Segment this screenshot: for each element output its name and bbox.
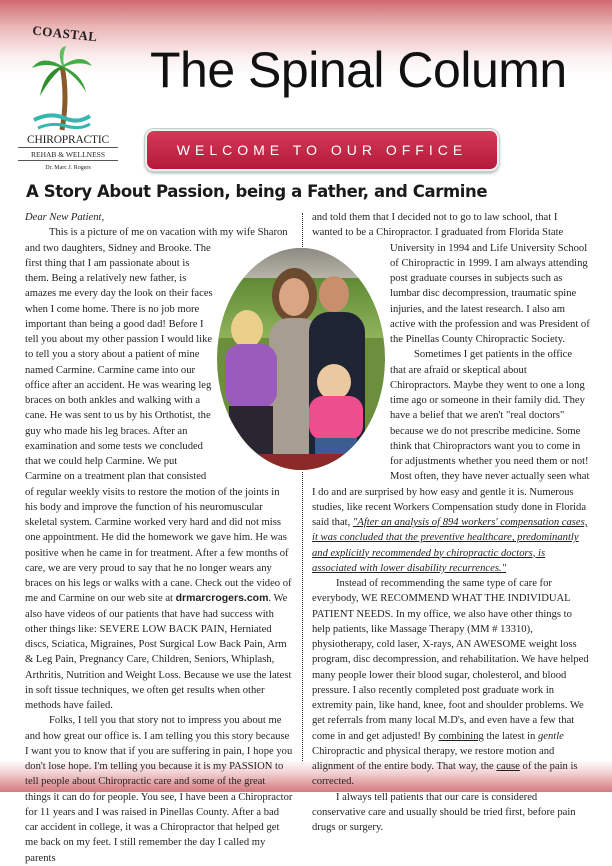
underlined-word: combining bbox=[438, 730, 484, 742]
salutation: Dear New Patient, bbox=[25, 212, 105, 223]
paragraph-text: the latest in bbox=[483, 730, 538, 742]
paragraph: and told them that I decided not to go to law school, that I wanted to be a Chiropractor. I graduated from Florida State University in 1994 and Life University School of Chiropractic in 1999. I am always attending post graduate courses in subjects such as lumbar disc decompression, traumatic spine injuries, and the latest research. I also am active with the profession and was President of the Pinellas County Chiropractic Society. bbox=[312, 212, 590, 345]
paragraph: Folks, I tell you that story not to impress you about me and how great our office is. I am telling you this story because I want you to know that if you are suffering in pain, I hope you don't lose hope. I'm telling you because it is my PASSION to tell people about Chiropractic care and some of the great things it can do for people. You see, I have been a Chiropractor for 11 years and I was raised in Pinellas County. After a bad car accident in college, it was a Chiropractor that helped get me back on my feet. I still remember the day I called my parents bbox=[25, 715, 293, 864]
logo-doctor-name: Dr. Marc J. Rogers bbox=[45, 165, 91, 171]
paragraph: I always tell patients that our care is considered conservative care and usually should be tried first, before pain drugs or surgery. bbox=[312, 791, 576, 833]
underlined-word: cause bbox=[496, 761, 520, 772]
paragraph-text: Chiropractic and physical therapy, we restore motion and alignment of the entire body. That way, the bbox=[312, 745, 555, 772]
paragraph bbox=[312, 576, 590, 790]
article-headline: A Story About Passion, being a Father, and Carmine bbox=[26, 182, 488, 201]
paragraph-text: Instead of recommending the same type of care for everybody, WE RECOMMEND WHAT THE INDIVIDUAL PATIENT NEEDS. In my office, we also have other things to help patients, like Massage Therapy (MM # 13310), physiotherapy, cold laser, X-rays, AN AWESOME weight loss program, disc decompression, and rehabilitation. We have helped many people lower their blood sugar, cholesterol, and blood pressure. I also recently completed post graduate work in extremity pain, like hand, knee, foot and shoulder problems. We get referrals from many local M.D's, and even have a few that come in and get adjusted! By bbox=[312, 578, 589, 742]
palm-tree-icon bbox=[32, 46, 92, 134]
paragraph-text: of the pain is corrected. bbox=[312, 761, 578, 788]
paragraph-text: This is a picture of me on vacation with my wife Sharon and two daughters, Sidney and Brooke. The first thing that I am passionate about is them. Being a relatively new father, is amazes me every day the look on their faces when I come home. There is no job more important than being a good dad! Before I tell you about my other passion I would like to tell you a story about a patient of mine named Carmine. Carmine came into our office after an accident. He was wearing leg braces on both ankles and walking with a cane. He was sent to us by his Orthotist, the guy who made his leg braces. After an examination and some tests we concluded that we could help Carmine. We put Carmine on a treatment plan that consisted of regular weekly visits to restore the motion of the joints in his body and improve the function of his neuromuscular skeletal system. Carmine worked very hard and did not miss one appointment. He did the homework we gave him. He was positive when he came in for treatment. After a few months of care, we are very proud to say that he no longer wears any braces on his legs or walks with a cane. Check out the video of me and Carmine on our web site at bbox=[25, 227, 292, 605]
logo-coastal: COASTAL bbox=[31, 22, 99, 45]
welcome-banner bbox=[145, 129, 499, 171]
italic-word: gentle bbox=[537, 730, 564, 742]
logo-rehab-wellness: REHAB & WELLNESS bbox=[18, 150, 118, 161]
logo-chiropractic: CHIROPRACTIC bbox=[18, 134, 118, 148]
paragraph-text: Sometimes I get patients in the office that are afraid or skeptical about Chiropractors. Maybe they went to one a long time ago or someone in their family did. They have a belief that we aren't "real doctors" because we do not prescribe medicine. Some think that Chiropractors want you to come in for adjustments whether you need them or not! Most often, they have never actually seen what I do and are surprised by how easy and gentle it is. Numerous studies, like recent Workers Compensation study done in Florida said that, bbox=[312, 349, 590, 528]
paragraph-text: . We also have videos of our patients that have had success with other things like: SEVERE LOW BACK PAIN, Herniated discs, Sciatica, Migraines, Post Surgical Low Back Pain, Arm & Leg Pain, Pregnancy Care, Children, Seniors, Whiplash, Arthritis, Nutrition and Weight Loss. Because we use the latest in soft tissue techniques, we often get results when other methods have failed. bbox=[25, 593, 292, 711]
study-quote: "After an analysis of 894 workers' compensation cases, it was concluded that the preventive healthcare, predominantly and explicitly recommended by chiropractic doctors, is associated with lower disability recurrences." bbox=[312, 517, 588, 574]
clinic-logo bbox=[18, 22, 118, 176]
website-link[interactable]: drmarcrogers.com bbox=[175, 592, 269, 605]
newsletter-title: The Spinal Column bbox=[150, 42, 567, 98]
family-photo bbox=[217, 248, 385, 470]
banner-text: WELCOME TO OUR OFFICE bbox=[176, 142, 468, 158]
